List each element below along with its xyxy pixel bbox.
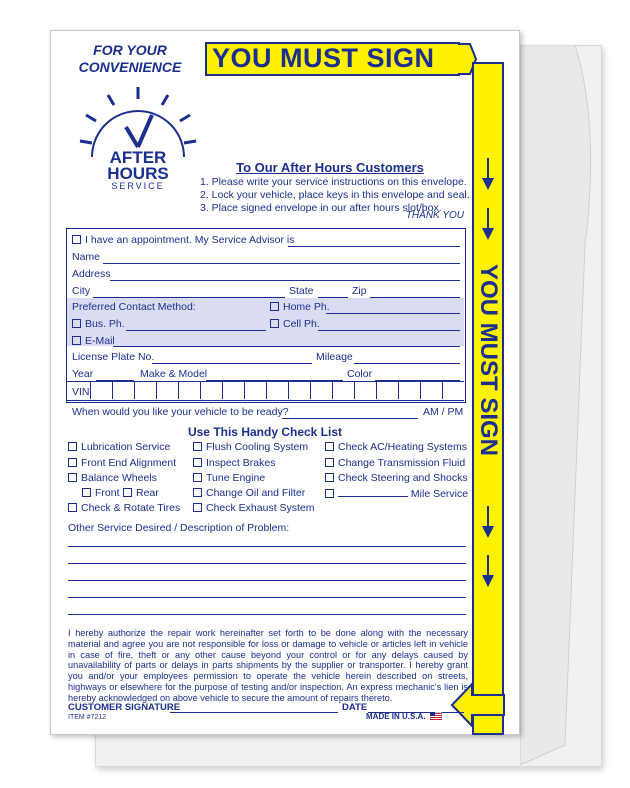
vin-cell[interactable] — [178, 381, 201, 399]
instruction-step: 1. Please write your service instructions on this envelope. — [200, 176, 467, 188]
checkbox[interactable] — [68, 442, 77, 451]
plate-label: License Plate No. — [72, 351, 155, 363]
checkbox[interactable] — [193, 458, 202, 467]
appointment-checkbox[interactable] — [72, 235, 81, 244]
color-label: Color — [347, 368, 373, 380]
email-checkbox[interactable] — [72, 336, 81, 345]
checklist-item[interactable] — [193, 487, 305, 499]
authorization-text: I hereby authorize the repair work hereinafter set forth to be done along with the necessary material and agree you are not responsible for loss or damage to vehicle or articles left in vehicle in case of fire, theft or any other cause beyond your control or for any delays caused by unavailability of parts or delays in parts shipments by the supplier or transporter. I hereby grant you and/or your employees permission to operate the vehicle herein described on streets, highways or elsewhere for the purpose of testing and/or inspection. An express mechanic's lien is hereby acknowledged on above vehicle to secure the amount of repairs thereto. — [68, 628, 468, 703]
intro-heading: To Our After Hours Customers — [236, 160, 424, 175]
city-label: City — [72, 285, 91, 297]
checklist-item[interactable] — [325, 441, 467, 453]
vin-cell[interactable] — [90, 381, 113, 399]
checklist-label: Change Transmission Fluid — [338, 457, 466, 469]
vin-cell[interactable] — [134, 381, 157, 399]
logo-hours-text: HOURS — [107, 164, 169, 183]
must-sign-strip-text: YOU MUST SIGN — [475, 263, 502, 457]
vin-label: VIN — [72, 386, 90, 398]
business-phone-label: Bus. Ph. — [85, 318, 125, 330]
description-line[interactable] — [68, 597, 466, 598]
business-phone-line[interactable] — [126, 330, 266, 331]
checklist-label: Inspect Brakes — [206, 457, 276, 469]
checklist-item[interactable] — [325, 457, 465, 469]
must-sign-banner-text: YOU MUST SIGN — [212, 43, 435, 73]
date-label: DATE — [342, 702, 368, 713]
ampm-label: AM / PM — [423, 406, 464, 418]
home-phone-line[interactable] — [326, 313, 460, 314]
address-label: Address — [72, 268, 111, 280]
vin-cell[interactable] — [332, 381, 355, 399]
checklist-item[interactable] — [325, 472, 468, 484]
envelope-flap — [520, 45, 600, 765]
checklist-item[interactable] — [68, 472, 157, 484]
name-line[interactable] — [103, 263, 460, 264]
vin-bottom-rule — [67, 400, 464, 401]
checklist-label: Tune Engine — [206, 472, 266, 484]
after-hours-logo — [78, 85, 198, 190]
us-flag-icon — [430, 712, 442, 720]
checklist-label: Front End Alignment — [81, 457, 177, 469]
checklist-item[interactable] — [68, 502, 180, 514]
checklist-item[interactable] — [193, 502, 315, 514]
checkbox[interactable] — [325, 489, 334, 498]
city-line[interactable] — [93, 297, 285, 298]
arrow-down-icon — [481, 208, 495, 242]
checklist-item-mile-service[interactable] — [325, 487, 468, 500]
checklist-item-front[interactable] — [82, 487, 120, 499]
instruction-step: 3. Place signed envelope in our after hours slot/box. — [200, 202, 442, 214]
instruction-step: 2. Lock your vehicle, place keys in this envelope and seal. — [200, 189, 470, 201]
advisor-line[interactable] — [288, 246, 460, 247]
business-phone-checkbox[interactable] — [72, 319, 81, 328]
vin-cell[interactable] — [112, 381, 135, 399]
thank-you: THANK YOU — [405, 210, 464, 221]
checklist-label: Check Steering and Shocks — [338, 472, 468, 484]
vin-cell[interactable] — [420, 381, 443, 399]
description-line[interactable] — [68, 614, 466, 615]
checklist-item[interactable] — [193, 441, 308, 453]
vin-cell[interactable] — [200, 381, 223, 399]
customer-signature-label: CUSTOMER SIGNATURE — [68, 702, 181, 713]
vin-cell[interactable] — [442, 381, 465, 399]
checkbox[interactable] — [325, 458, 334, 467]
checklist-item[interactable] — [193, 457, 275, 469]
checkbox[interactable] — [68, 458, 77, 467]
email-line[interactable] — [113, 346, 460, 347]
name-label: Name — [72, 251, 101, 263]
vin-cell[interactable] — [266, 381, 289, 399]
description-line[interactable] — [68, 546, 466, 547]
checkbox[interactable] — [193, 442, 202, 451]
cell-phone-checkbox[interactable] — [270, 319, 279, 328]
checklist-item-rear[interactable] — [123, 487, 159, 499]
made-in-usa: MADE IN U.S.A. — [366, 712, 426, 721]
year-label: Year — [72, 368, 94, 380]
logo-after-text: AFTER — [109, 148, 167, 167]
checkbox[interactable] — [193, 488, 202, 497]
address-line[interactable] — [110, 280, 460, 281]
other-service-label: Other Service Desired / Description of Problem: — [68, 522, 290, 534]
zip-label: Zip — [352, 285, 367, 297]
vin-cell[interactable] — [354, 381, 377, 399]
convenience-text: FOR YOUR CONVENIENCE — [78, 42, 182, 75]
home-phone-label: Home Ph. — [283, 301, 330, 313]
mileage-label: Mileage — [316, 351, 353, 363]
checklist-label: Balance Wheels — [81, 472, 157, 484]
checklist-item[interactable] — [68, 457, 176, 469]
checkbox[interactable] — [82, 488, 91, 497]
checkbox[interactable] — [68, 473, 77, 482]
checklist-item[interactable] — [68, 441, 170, 453]
preferred-contact-label: Preferred Contact Method: — [72, 301, 196, 313]
vin-cell[interactable] — [222, 381, 245, 399]
checklist-label: Check AC/Heating Systems — [338, 441, 467, 453]
cell-phone-line[interactable] — [318, 330, 460, 331]
make-model-label: Make & Model — [140, 368, 208, 380]
ready-line[interactable] — [282, 418, 418, 419]
ready-label: When would you like your vehicle to be ready? — [72, 406, 289, 418]
vin-cell[interactable] — [398, 381, 421, 399]
checklist-label: Check & Rotate Tires — [81, 502, 181, 514]
checklist-label: Lubrication Service — [81, 441, 171, 453]
checklist-label: Mile Service — [410, 488, 469, 500]
vin-cell[interactable] — [244, 381, 267, 399]
checkbox[interactable] — [68, 503, 77, 512]
checklist-label: Check Exhaust System — [206, 502, 315, 514]
description-line[interactable] — [68, 563, 466, 564]
vin-cell[interactable] — [288, 381, 311, 399]
logo-service-text: SERVICE — [111, 181, 165, 190]
arrow-down-icon — [481, 555, 495, 589]
state-line[interactable] — [318, 297, 348, 298]
plate-line[interactable] — [152, 363, 312, 364]
checkbox[interactable] — [325, 442, 334, 451]
vin-cell[interactable] — [310, 381, 333, 399]
mileage-line[interactable] — [354, 363, 460, 364]
checkbox[interactable] — [193, 503, 202, 512]
checklist-label: Rear — [136, 487, 159, 499]
checkbox[interactable] — [325, 473, 334, 482]
vin-cell[interactable] — [156, 381, 179, 399]
email-label: E-Mail — [85, 335, 115, 347]
checklist-item[interactable] — [193, 472, 265, 484]
checklist-label: Flush Cooling System — [206, 441, 309, 453]
checkbox[interactable] — [123, 488, 132, 497]
checklist-label: Front — [95, 487, 120, 499]
cell-phone-label: Cell Ph. — [283, 318, 320, 330]
arrow-down-icon — [481, 506, 495, 540]
home-phone-checkbox[interactable] — [270, 302, 279, 311]
mile-service-line[interactable] — [338, 487, 408, 497]
checklist-title: Use This Handy Check List — [187, 425, 343, 439]
state-label: State — [289, 285, 314, 297]
vin-cell[interactable] — [376, 381, 399, 399]
description-line[interactable] — [68, 580, 466, 581]
appointment-label: I have an appointment. My Service Advisor is — [85, 234, 295, 246]
checkbox[interactable] — [193, 473, 202, 482]
signature-line[interactable] — [170, 712, 338, 713]
zip-line[interactable] — [370, 297, 460, 298]
arrow-down-icon — [481, 158, 495, 192]
checklist-label: Change Oil and Filter — [206, 487, 306, 499]
item-number: ITEM #7212 — [68, 714, 107, 721]
